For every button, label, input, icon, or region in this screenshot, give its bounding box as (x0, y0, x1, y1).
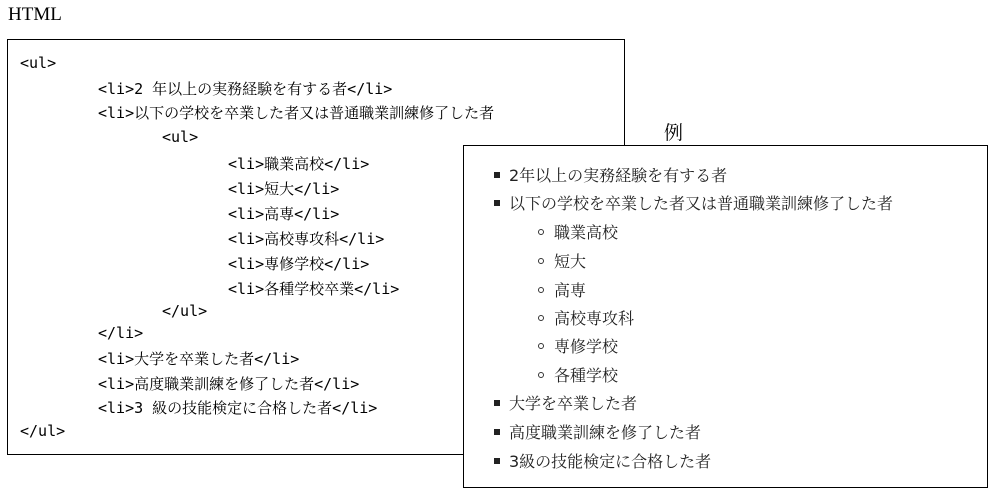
list-item (494, 449, 711, 472)
sub-list-item (538, 278, 586, 301)
code-line: <li>短大</li> (228, 180, 340, 198)
list-item-text: 高度職業訓練を修了した者 (509, 423, 702, 442)
sub-list-item (538, 249, 586, 272)
code-line: <li>各種学校卒業</li> (228, 280, 400, 298)
list-item-text: 2年以上の実務経験を有する者 (509, 166, 728, 185)
list-item (494, 420, 701, 443)
circle-bullet-icon (538, 343, 544, 349)
code-line: <ul> (20, 54, 57, 72)
code-line: <li>以下の学校を卒業した者又は普通職業訓練修了した者 (98, 104, 495, 122)
circle-bullet-icon (538, 315, 544, 321)
list-item (494, 391, 637, 414)
list-item-text: 短大 (554, 252, 587, 271)
code-line: <li>高専</li> (228, 205, 340, 223)
code-line: <ul> (162, 128, 199, 146)
list-item-text: 以下の学校を卒業した者又は普通職業訓練修了した者 (509, 194, 894, 213)
code-line: <li>専修学校</li> (228, 255, 370, 273)
code-line: </ul> (20, 422, 66, 440)
example-heading: 例 (664, 122, 684, 144)
circle-bullet-icon (538, 372, 544, 378)
list-item-text: 3級の技能検定に合格した者 (509, 452, 712, 471)
code-line: <li>3 級の技能検定に合格した者</li> (98, 399, 378, 417)
code-line: </li> (98, 324, 144, 342)
sub-list-item (538, 363, 618, 386)
list-item-text: 職業高校 (554, 223, 619, 242)
square-bullet-icon (494, 172, 500, 178)
circle-bullet-icon (538, 258, 544, 264)
html-heading: HTML (8, 4, 62, 25)
sub-list-item (538, 306, 634, 329)
list-item-text: 高専 (554, 281, 587, 300)
list-item-text: 各種学校 (554, 366, 619, 385)
code-line: </ul> (162, 302, 208, 320)
square-bullet-icon (494, 429, 500, 435)
code-line: <li>職業高校</li> (228, 155, 370, 173)
circle-bullet-icon (538, 229, 544, 235)
list-item (494, 163, 727, 186)
sub-list-item (538, 220, 618, 243)
code-line: <li>2 年以上の実務経験を有する者</li> (98, 80, 393, 98)
code-line: <li>高校専攻科</li> (228, 230, 385, 248)
square-bullet-icon (494, 458, 500, 464)
code-line: <li>高度職業訓練を修了した者</li> (98, 375, 360, 393)
list-item (494, 191, 893, 214)
rendered-example-panel (463, 145, 988, 488)
code-line: <li>大学を卒業した者</li> (98, 350, 300, 368)
list-item-text: 専修学校 (554, 337, 619, 356)
list-item-text: 高校専攻科 (554, 309, 635, 328)
square-bullet-icon (494, 200, 500, 206)
square-bullet-icon (494, 400, 500, 406)
circle-bullet-icon (538, 287, 544, 293)
list-item-text: 大学を卒業した者 (509, 394, 638, 413)
sub-list-item (538, 334, 618, 357)
